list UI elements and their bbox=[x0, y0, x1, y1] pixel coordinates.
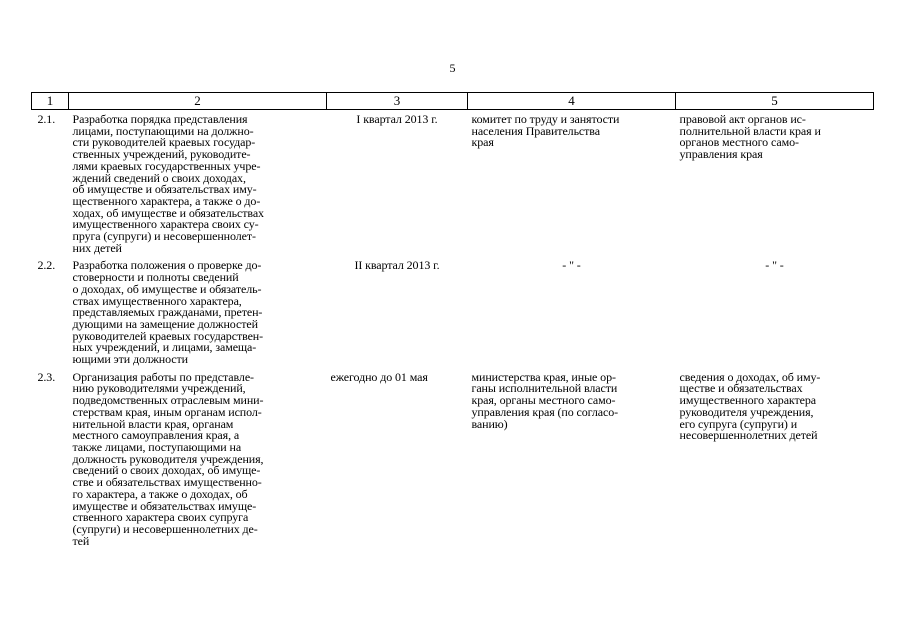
responsible bbox=[468, 110, 676, 255]
text-line: ных учреждений, и лицами, замеща- bbox=[72, 340, 257, 355]
text-line: щественного характера, а также о до- bbox=[72, 193, 261, 208]
text-line: Организация работы по представле- bbox=[72, 369, 254, 384]
text-line: го характера, а также о доходах, об bbox=[72, 486, 248, 501]
text-line: сти руководителей краевых государ- bbox=[72, 135, 256, 150]
text-line: ходах, об имуществе и обязательствах bbox=[72, 205, 264, 220]
expected-result bbox=[676, 254, 874, 365]
text-line: комитет по труду и занятости bbox=[471, 112, 620, 126]
text-line: имущественного характера своих су- bbox=[72, 217, 259, 232]
text-line: должность руководителя учреждения, bbox=[72, 451, 264, 466]
text-line: местного самоуправления края, а bbox=[72, 428, 240, 443]
measure-description bbox=[69, 110, 327, 255]
text-line: населения Правительства bbox=[471, 123, 600, 138]
text-line: органов местного само- bbox=[679, 135, 799, 150]
column-header-1: 1 bbox=[32, 93, 69, 110]
text-line: - " - bbox=[765, 258, 784, 273]
responsible bbox=[468, 366, 676, 548]
table-row bbox=[32, 110, 874, 255]
text-line: стоверности и полноты сведений bbox=[72, 270, 239, 285]
text-line: министерства края, иные ор- bbox=[471, 369, 616, 384]
text-line: его супруга (супруги) и bbox=[679, 416, 798, 431]
text-line: ждений сведений о своих доходах, bbox=[72, 170, 246, 185]
text-line: подведомственных отраслевым мини- bbox=[72, 393, 264, 408]
text-line: об имуществе и обязательствах иму- bbox=[72, 182, 257, 197]
column-header-4: 4 bbox=[468, 93, 676, 110]
text-line: Разработка порядка представления bbox=[72, 112, 248, 126]
expected-result bbox=[676, 110, 874, 255]
text-line: ющими эти должности bbox=[72, 352, 188, 367]
column-header-3: 3 bbox=[327, 93, 468, 110]
text-line: ственного характера своих супруга bbox=[72, 510, 249, 525]
text-line: лями краевых государственных учре- bbox=[72, 158, 261, 173]
text-line: пруга (супруги) и несовершеннолет- bbox=[72, 229, 256, 244]
text-line: края, органы местного само- bbox=[471, 393, 616, 408]
deadline: ежегодно до 01 мая bbox=[330, 369, 428, 384]
text-line: управления края (по согласо- bbox=[471, 404, 619, 419]
text-line: руководителя учреждения, bbox=[679, 404, 814, 419]
table-row bbox=[32, 366, 874, 548]
text-line: нительной власти края, органам bbox=[72, 416, 234, 431]
text-line: сведений о своих доходах, об имуще- bbox=[72, 463, 261, 478]
row-number: 2.3. bbox=[37, 369, 56, 384]
text-line: (супруги) и несовершеннолетних де- bbox=[72, 521, 258, 536]
text-line: имущественного характера bbox=[679, 393, 817, 408]
text-line: ществе и обязательствах bbox=[679, 381, 803, 396]
measure-description bbox=[69, 366, 327, 548]
table-row bbox=[32, 254, 874, 365]
text-line: - " - bbox=[562, 258, 581, 273]
measure-description bbox=[69, 254, 327, 365]
text-line: стерствам края, иным органам испол- bbox=[72, 404, 262, 419]
deadline: I квартал 2013 г. bbox=[356, 112, 438, 126]
text-line: дующими на замещение должностей bbox=[72, 316, 258, 331]
text-line: лицами, поступающими на должно- bbox=[72, 123, 254, 138]
text-line: сведения о доходах, об иму- bbox=[679, 369, 821, 384]
text-line: ванию) bbox=[471, 416, 508, 431]
text-line: стве и обязательствах имущественно- bbox=[72, 475, 262, 490]
measures-table bbox=[31, 92, 874, 547]
text-line: ганы исполнительной власти bbox=[471, 381, 618, 396]
responsible bbox=[468, 254, 676, 365]
text-line: руководителей краевых государствен- bbox=[72, 328, 264, 343]
text-line: полнительной власти края и bbox=[679, 123, 821, 138]
text-line: о доходах, об имуществе и обязатель- bbox=[72, 281, 262, 296]
column-header-2: 2 bbox=[69, 93, 327, 110]
text-line: управления края bbox=[679, 147, 763, 162]
text-line: также лицами, поступающими на bbox=[72, 439, 242, 454]
text-line: ственных учреждений, руководите- bbox=[72, 147, 251, 162]
page-number: 5 bbox=[449, 61, 456, 75]
deadline: II квартал 2013 г. bbox=[354, 258, 440, 273]
text-line: несовершеннолетних детей bbox=[679, 428, 818, 443]
text-line: правовой акт органов ис- bbox=[679, 112, 806, 126]
text-line: них детей bbox=[72, 240, 122, 255]
header-row bbox=[32, 93, 874, 110]
column-header-5: 5 bbox=[676, 93, 874, 110]
text-line: края bbox=[471, 135, 494, 150]
text-line: нию руководителями учреждений, bbox=[72, 381, 246, 396]
text-line: имуществе и обязательствах имуще- bbox=[72, 498, 257, 513]
text-line: Разработка положения о проверке до- bbox=[72, 258, 262, 273]
expected-result bbox=[676, 366, 874, 548]
text-line: представляемых гражданами, претен- bbox=[72, 305, 263, 320]
row-number: 2.1. bbox=[37, 112, 56, 126]
text-line: тей bbox=[72, 533, 90, 548]
text-line: ствах имущественного характера, bbox=[72, 293, 242, 308]
row-number: 2.2. bbox=[37, 258, 56, 273]
